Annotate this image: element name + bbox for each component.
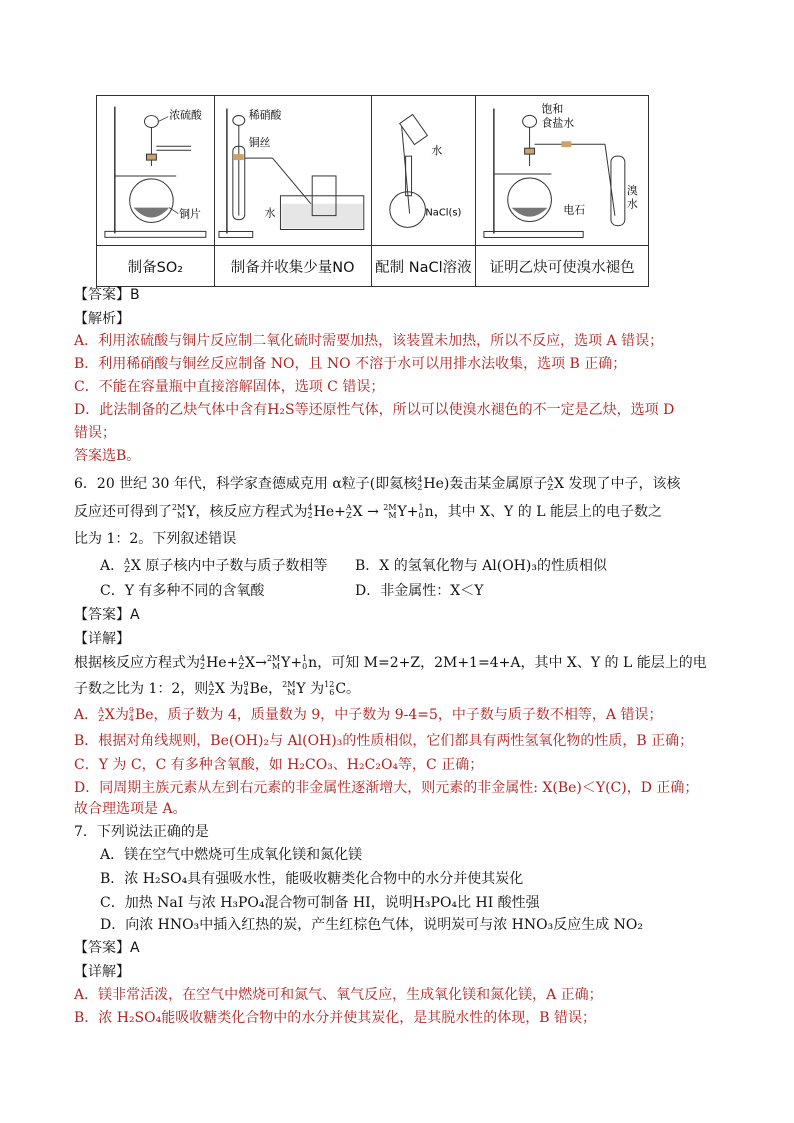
he-nuclide: 4 2 [417, 475, 423, 492]
caption-no: 制备并收集少量NO [214, 246, 371, 287]
q7-explain-a: A．镁非常活泼，在空气中燃烧可和氮气、氧气反应，生成氧化镁和氮化镁，A 正确； [74, 987, 603, 1003]
q7-explain-b: B．浓 H₂SO₄能吸收糖类化合物中的水分并使其炭化，是其脱水性的体现，B 错误； [74, 1010, 596, 1026]
y-nuclide: 2M M [172, 503, 186, 520]
label-brine: 食盐水 [541, 116, 575, 130]
q7-stem: 7．下列说法正确的是 [74, 824, 209, 840]
q6-conclusion: 故合理选项是 A。 [74, 801, 187, 817]
apparatus-so2 [97, 96, 215, 246]
q7-answer: 【答案】A [74, 940, 140, 956]
q7-option-a: A．镁在空气中燃烧可生成氧化镁和氮化镁 [100, 847, 363, 863]
label-water-d: 水 [627, 197, 639, 211]
q6-stem-line1: 6．20 世纪 30 年代，科学家查德威克用 α粒子(即氦核 4 2 He)轰击某金属原子 A Z X 发现了中子，该核 [74, 475, 681, 492]
q6-stem-line2: 反应还可得到了 2M M Y，核反应方程式为 4 2 He+ A Z X → 2M M Y+ 1 0 n，其中 X、Y 的 L 能层上的电子数之 [74, 503, 662, 520]
q6-answer: 【答案】A [74, 607, 140, 623]
q6-detail-heading: 【详解】 [74, 631, 130, 647]
label-calcium-carbide: 电石 [563, 203, 586, 217]
q7-option-b: B．浓 H₂SO₄具有强吸水性，能吸收糖类化合物中的水分并使其炭化 [100, 871, 524, 887]
nacl-apparatus-figure [372, 96, 476, 245]
q6-explain-b: B．根据对角线规则，Be(OH)₂与 Al(OH)₃的性质相似，它们都具有两性氢氧化物的性质，B 正确； [74, 733, 694, 749]
so2-apparatus-figure [97, 96, 214, 245]
q7-option-d: D．向浓 HNO₃中插入红热的炭，产生红棕色气体，说明炭可与浓 HNO₃反应生成 NO₂ [100, 917, 644, 933]
q5-analysis-d: D．此法制备的乙炔气体中含有H₂S等还原性气体，所以可以使溴水褪色的不一定是乙炔，选项 D [74, 402, 675, 418]
label-water-c: 水 [430, 144, 442, 158]
q6-option-b: B．X 的氢氧化物与 Al(OH)₃的性质相似 [355, 558, 607, 574]
caption-so2: 制备SO₂ [97, 246, 215, 287]
no-apparatus-figure [215, 96, 371, 245]
q6-explain-d: D．同周期主族元素从左到右元素的非金属性逐渐增大，则元素的非金属性: X(Be)＜Y(C)，D 正确； [74, 780, 699, 796]
q6-stem-line3: 比为 1：2。下列叙述错误 [74, 531, 237, 547]
label-water-b: 水 [264, 206, 276, 220]
q5-analysis-d-cont: 错误； [74, 425, 116, 441]
q6-detail-line2: 子数之比为 1：2，则 A Z X 为 9 4 Be， 2M M Y 为 12 6 C。 [74, 680, 361, 697]
q6-option-c: C．Y 有多种不同的含氧酸 [100, 583, 265, 599]
label-dilute-hno3: 稀硝酸 [248, 108, 282, 122]
q5-analysis-a: A．利用浓硫酸与铜片反应制二氧化硫时需要加热，该装置未加热，所以不反应，选项 A 错误； [74, 333, 664, 349]
acetylene-apparatus-figure [476, 96, 648, 245]
label-nacl-solid: NaCl(s) [424, 207, 461, 219]
q5-conclusion: 答案选B。 [74, 448, 141, 464]
apparatus-table [96, 95, 649, 287]
caption-acetylene: 证明乙炔可使溴水褪色 [476, 246, 649, 287]
q5-analysis-heading: 【解析】 [74, 311, 130, 327]
q5-analysis-c: C．不能在容量瓶中直接溶解固体，选项 C 错误； [74, 379, 385, 395]
q7-detail-heading: 【详解】 [74, 964, 130, 980]
q6-explain-c: C．Y 为 C，C 有多种含氧酸，如 H₂CO₃、H₂C₂O₄等，C 正确； [74, 757, 484, 773]
q7-option-c: C．加热 NaI 与浓 H₃PO₄混合物可制备 HI，说明H₃PO₄比 HI 酸性强 [100, 895, 540, 911]
q6-option-a: A． A Z X 原子核内中子数与质子数相等 [100, 557, 328, 574]
label-saturated: 饱和 [541, 102, 564, 116]
apparatus-no [214, 96, 371, 246]
apparatus-nacl [371, 96, 476, 246]
x-nuclide: A Z [547, 475, 554, 492]
nuclear-equation: 4 2 He+ A Z X → 2M M Y+ 1 0 n [307, 503, 434, 520]
q5-analysis-b: B．利用稀硝酸与铜丝反应制备 NO，且 NO 不溶于水可以用排水法收集，选项 B 正确； [74, 356, 627, 372]
label-copper-sheet: 铜片 [179, 207, 201, 221]
q6-explain-a: A． A Z X为 9 4 Be，质子数为 4，质量数为 9，中子数为 9-4=5，中子数与质子数不相等，A 错误； [74, 706, 663, 723]
apparatus-acetylene [476, 96, 649, 246]
label-copper-wire: 铜丝 [248, 136, 271, 150]
q5-answer: 【答案】B [74, 287, 140, 303]
q6-option-d: D．非金属性：X＜Y [355, 583, 484, 599]
label-bromine: 溴 [627, 183, 639, 197]
caption-nacl: 配制 NaCl溶液 [371, 246, 476, 287]
label-conc-h2so4: 浓硫酸 [169, 108, 202, 122]
q6-detail-line1: 根据核反应方程式为 4 2 He+ A Z X→ 2M M Y+ 1 0 n，可知 M=2+Z，2M+1=4+A，其中 X、Y 的 L 能层上的电 [74, 654, 707, 671]
